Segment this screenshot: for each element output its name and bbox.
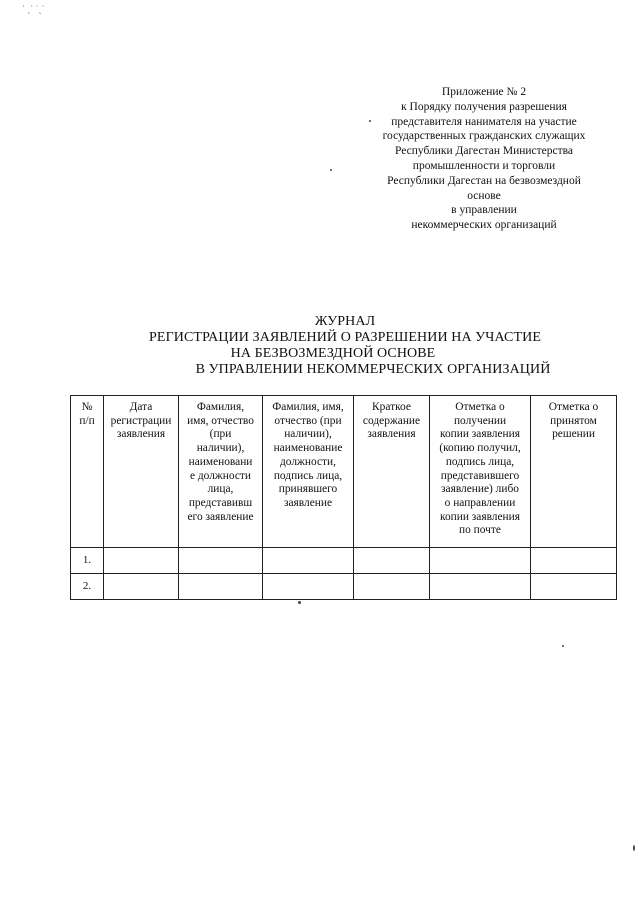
journal-title-line: НА БЕЗВОЗМЕЗДНОЙ ОСНОВЕ — [230, 346, 436, 361]
appendix-line: государственных гражданских служащих — [382, 130, 586, 143]
appendix-line: представителя нанимателя на участие — [391, 115, 577, 128]
header-line: решении — [552, 428, 595, 441]
header-line: содержание — [362, 414, 421, 427]
header-line: заявление) либо — [441, 483, 519, 496]
appendix-line: некоммерческих организаций — [411, 219, 557, 232]
header-line: Отметка о — [548, 401, 599, 413]
table-row — [71, 548, 617, 574]
journal-title-line: В УПРАВЛЕНИИ НЕКОММЕРЧЕСКИХ ОРГАНИЗАЦИЙ — [195, 362, 551, 377]
header-line: Дата — [129, 401, 153, 413]
header-line: подпись лица, — [445, 455, 515, 468]
header-line: лица, — [207, 483, 234, 496]
appendix-block — [360, 85, 608, 233]
header-line: Отметка о — [455, 401, 505, 413]
header-line: п/п — [79, 414, 95, 427]
row-number-cell: 1. — [71, 548, 104, 574]
table-row — [71, 574, 617, 600]
table-cell — [354, 548, 430, 574]
table-cell — [531, 574, 617, 600]
table-cell — [263, 548, 354, 574]
journal-title — [110, 314, 580, 378]
header-line: заявление — [283, 496, 332, 509]
table-cell — [104, 574, 179, 600]
header-cell-applicant — [179, 396, 263, 548]
header-cell-registration-date — [104, 396, 179, 548]
appendix-line: Республики Дагестан на безвозмездной — [387, 174, 581, 187]
registration-table — [70, 395, 617, 600]
header-line: наличии), — [284, 428, 332, 441]
header-line: заявления — [367, 428, 416, 441]
header-line: наименовани — [188, 455, 253, 468]
scan-speck — [330, 169, 332, 171]
header-line: представившего — [440, 469, 520, 482]
appendix-line: Приложение № 2 — [441, 86, 527, 98]
table-cell — [430, 548, 531, 574]
header-line: Фамилия, имя, — [272, 401, 344, 413]
header-line: имя, отчество — [187, 414, 254, 427]
appendix-line: Республики Дагестан Министерства — [394, 145, 574, 158]
header-line: (при — [209, 428, 232, 441]
scan-speck — [633, 845, 635, 851]
header-line: (копию получил, — [439, 442, 521, 455]
row-number-cell: 2. — [71, 574, 104, 600]
header-line: наименование — [273, 442, 343, 455]
appendix-line: к Порядку получения разрешения — [401, 100, 567, 113]
table-header-row — [71, 396, 617, 548]
table-cell — [430, 574, 531, 600]
header-line: № — [81, 401, 93, 413]
header-cell-decision — [531, 396, 617, 548]
header-line: о направлении — [444, 496, 516, 509]
table-cell — [263, 574, 354, 600]
header-line: получении — [453, 414, 507, 427]
header-line: подпись лица, — [273, 469, 343, 482]
header-line: копии заявления — [440, 428, 520, 441]
header-cell-summary — [354, 396, 430, 548]
header-line: должности, — [280, 455, 336, 468]
appendix-line: промышленности и торговли — [412, 159, 556, 172]
table-cell — [531, 548, 617, 574]
header-line: наличии), — [196, 442, 245, 455]
appendix-line: в управлении — [451, 204, 517, 217]
header-line: представивш — [188, 496, 253, 509]
header-line: его заявление — [187, 510, 254, 523]
header-line: Фамилия, — [196, 401, 245, 413]
table-cell — [354, 574, 430, 600]
header-line: по почте — [459, 524, 501, 537]
header-line: е должности — [189, 469, 251, 482]
header-line: отчество (при — [274, 414, 342, 427]
scan-speck — [562, 645, 564, 647]
journal-title-line: ЖУРНАЛ — [314, 314, 376, 329]
header-cell-copy-receipt — [430, 396, 531, 548]
header-line: регистрации — [110, 414, 172, 427]
table-cell — [179, 548, 263, 574]
table-cell — [104, 548, 179, 574]
header-line: копии заявления — [440, 510, 520, 523]
header-line: Краткое — [372, 401, 411, 413]
header-line: принявшего — [278, 483, 338, 496]
table-cell — [179, 574, 263, 600]
scan-artifact-top-left: ˙ ˏ˙ ˙ˏ˙ — [22, 4, 45, 14]
scan-speck — [298, 601, 301, 604]
header-line: заявления — [116, 428, 166, 441]
header-line: принятом — [550, 414, 597, 427]
journal-title-line: РЕГИСТРАЦИИ ЗАЯВЛЕНИЙ О РАЗРЕШЕНИИ НА УЧАСТИЕ — [149, 330, 541, 345]
appendix-line: основе — [467, 189, 501, 202]
header-cell-receiver — [263, 396, 354, 548]
header-cell-number — [71, 396, 104, 548]
